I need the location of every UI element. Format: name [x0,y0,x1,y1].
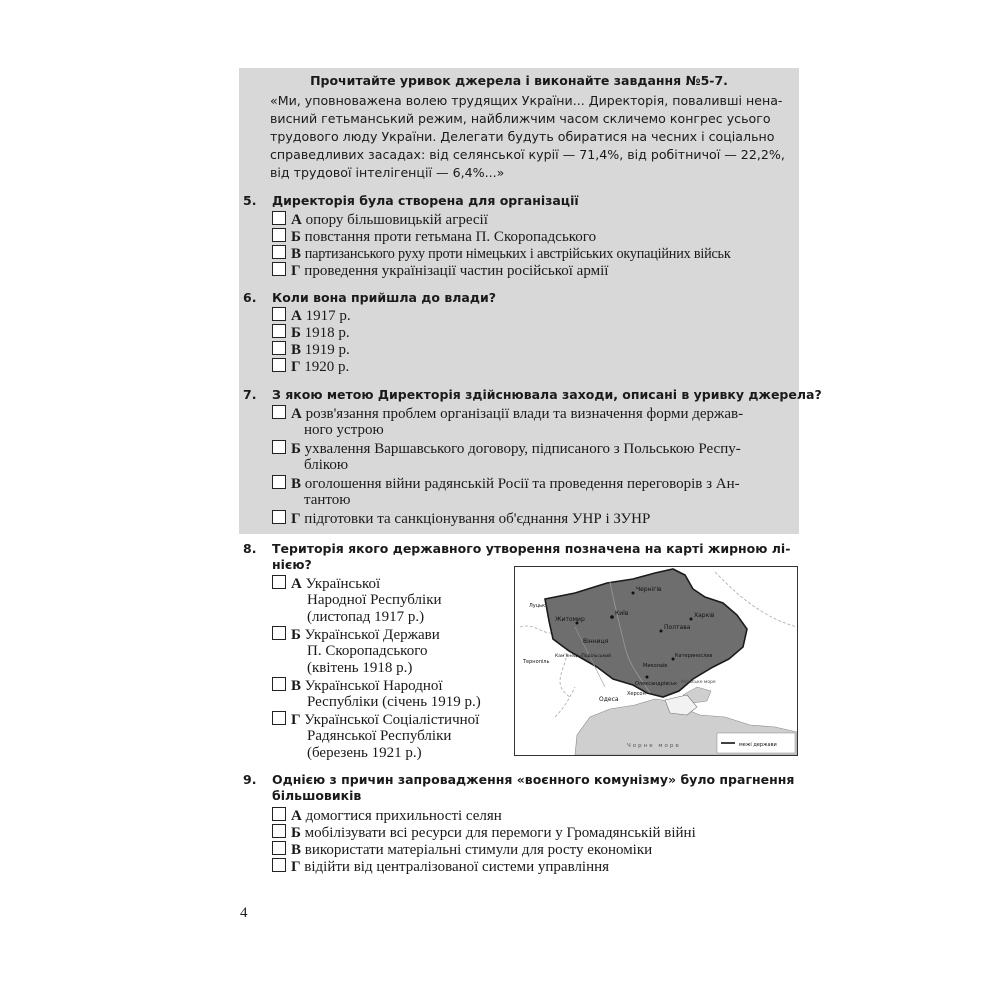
question-number: 7. [243,387,257,402]
city-dot [610,615,614,619]
question-number: 5. [243,193,257,208]
question-text: більшовиків [272,788,362,803]
answer-option[interactable] [272,824,696,842]
answer-option[interactable] [272,324,350,342]
city-dot [690,618,693,621]
answer-option[interactable] [272,711,479,729]
option-text: Української Держави [304,627,440,643]
option-text-continuation: тантою [304,492,351,508]
option-letter: А [291,808,302,824]
option-letter: Г [291,712,301,728]
option-letter: В [291,476,302,492]
map-label: Житомир [555,616,585,623]
option-text-continuation: (квітень 1918 р.) [307,660,413,676]
option-text: проведення українізації частин російської армії [304,263,609,279]
option-text-continuation: ного устрою [304,422,384,438]
answer-option[interactable] [272,510,650,528]
option-text-continuation: (березень 1921 р.) [307,745,422,761]
checkbox[interactable] [272,677,286,691]
map-label: Кам'янець-Подільський [555,654,612,659]
answer-option[interactable] [272,575,380,593]
option-text: мобілізувати всі ресурси для перемоги у Громадянській війні [304,825,696,841]
answer-option[interactable] [272,262,608,280]
answer-option[interactable] [272,841,652,859]
option-text: повстання проти гетьмана П. Скоропадського [304,229,597,245]
answer-option[interactable] [272,307,351,325]
option-text: розв'язання проблем організації влади та визначення форми держав- [305,406,744,422]
option-letter: Г [291,263,301,279]
legend-text: межі держави [739,742,777,748]
map-label: Тернопіль [523,659,550,665]
checkbox[interactable] [272,440,286,454]
option-text: Української [305,576,381,592]
checkbox[interactable] [272,245,286,259]
map-label: Олександрівськ [635,681,677,687]
option-text-continuation: (листопад 1917 р.) [307,609,425,625]
option-text: партизанського руху проти німецьких і австрійських окупаційних військ [304,246,731,262]
question-text: Однією з причин запровадження «воєнного комунізму» було прагнення [272,772,795,787]
option-text: відійти від централізованої системи управління [304,859,610,875]
option-letter: А [291,212,302,228]
option-text: 1917 р. [305,308,351,324]
question-text: Територія якого державного утворення позначена на карті жирною лі- [272,541,791,556]
answer-option[interactable] [272,341,350,359]
answer-option[interactable] [272,245,731,263]
map-label: Одеса [599,696,619,703]
checkbox[interactable] [272,841,286,855]
question-text: З якою метою Директорія здійснювала заходи, описані в уривку джерела? [272,387,822,402]
answer-option[interactable] [272,858,609,876]
option-letter: Г [291,359,301,375]
page-number: 4 [240,905,248,921]
answer-option[interactable] [272,807,502,825]
option-text: 1918 р. [304,325,350,341]
option-text: Української Народної [304,678,443,694]
option-text: опору більшовицькій агресії [305,212,488,228]
question-number: 6. [243,290,257,305]
answer-option[interactable] [272,358,349,376]
map-label: Херсон [627,691,646,697]
answer-option[interactable] [272,626,440,644]
option-text: оголошення війни радянській Росії та проведення переговорів з Ан- [304,476,740,492]
checkbox[interactable] [272,475,286,489]
sea-label: Чорне море [627,743,681,749]
map-label: Катеринослав [675,653,713,659]
checkbox[interactable] [272,626,286,640]
option-text: домогтися прихильності селян [305,808,502,824]
option-text: 1920 р. [304,359,350,375]
map-label: Полтава [664,624,691,631]
source-line: висний гетьманський режим, найближчим часом скличемо конгрес усього [270,111,771,126]
map-label: Миколаїв [643,663,668,669]
option-letter: Б [291,441,301,457]
checkbox[interactable] [272,807,286,821]
question-number: 9. [243,772,257,787]
option-letter: Г [291,859,301,875]
historical-map [514,566,798,756]
question-text: Директорія була створена для організації [272,193,579,208]
option-text: підготовки та санкціонування об'єднання УНР і ЗУНР [304,511,651,527]
border-line [555,687,575,717]
option-text: використати матеріальні стимули для росту економіки [304,842,653,858]
option-text: ухвалення Варшавського договору, підписаного з Польською Респу- [304,441,741,457]
checkbox[interactable] [272,262,286,276]
map-label: Чернігів [636,586,662,593]
checkbox[interactable] [272,228,286,242]
option-text-continuation: Народної Республіки [307,592,442,608]
source-line: «Ми, уповноважена волею трудящих України... Директорія, повалившi нена- [270,93,783,108]
sea-label: Азовське море [681,680,716,685]
option-letter: В [291,842,302,858]
option-text: Української Соціалістичної [304,712,480,728]
checkbox[interactable] [272,405,286,419]
option-letter: Б [291,627,301,643]
option-letter: А [291,308,302,324]
answer-option[interactable] [272,228,596,246]
checkbox[interactable] [272,824,286,838]
question-text: Коли вона прийшла до влади? [272,290,496,305]
checkbox[interactable] [272,358,286,372]
option-letter: В [291,678,302,694]
question-text: нією? [272,557,312,572]
checkbox[interactable] [272,575,286,589]
checkbox[interactable] [272,711,286,725]
option-text: 1919 р. [304,342,350,358]
answer-option[interactable] [272,405,743,423]
option-letter: Г [291,511,301,527]
map-label: Київ [615,610,629,617]
city-dot [646,676,649,679]
answer-option[interactable] [272,475,740,493]
option-text-continuation: Республіки (січень 1919 р.) [307,694,481,710]
option-letter: Б [291,325,301,341]
checkbox[interactable] [272,324,286,338]
checkbox[interactable] [272,307,286,321]
answer-option[interactable] [272,440,741,458]
option-text-continuation: блікою [304,457,349,473]
map-label: Харків [694,612,715,619]
question-number: 8. [243,541,257,556]
answer-option[interactable] [272,677,443,695]
option-letter: Б [291,229,301,245]
source-line: трудового люду України. Делегати будуть обиратися на чесних і соціально [270,129,775,144]
answer-option[interactable] [272,211,488,229]
option-letter: Б [291,825,301,841]
checkbox[interactable] [272,211,286,225]
city-dot [660,630,663,633]
option-letter: В [291,342,302,358]
checkbox[interactable] [272,858,286,872]
option-letter: А [291,406,302,422]
source-line: справедливих засадах: від селянської курії — 71,4%, від робітничої — 22,2%, [270,147,785,162]
source-line: від трудової інтелігенції — 6,4%...» [270,165,505,180]
task-header: Прочитайте уривок джерела і виконайте завдання №5-7. [310,73,728,88]
checkbox[interactable] [272,341,286,355]
map-label: Луцьк [529,603,546,609]
map-label: Вінниця [583,638,609,645]
option-text-continuation: П. Скоропадського [307,643,428,659]
option-letter: А [291,576,302,592]
option-text-continuation: Радянської Республіки [307,728,452,744]
checkbox[interactable] [272,510,286,524]
option-letter: В [291,246,302,262]
city-dot [632,592,635,595]
